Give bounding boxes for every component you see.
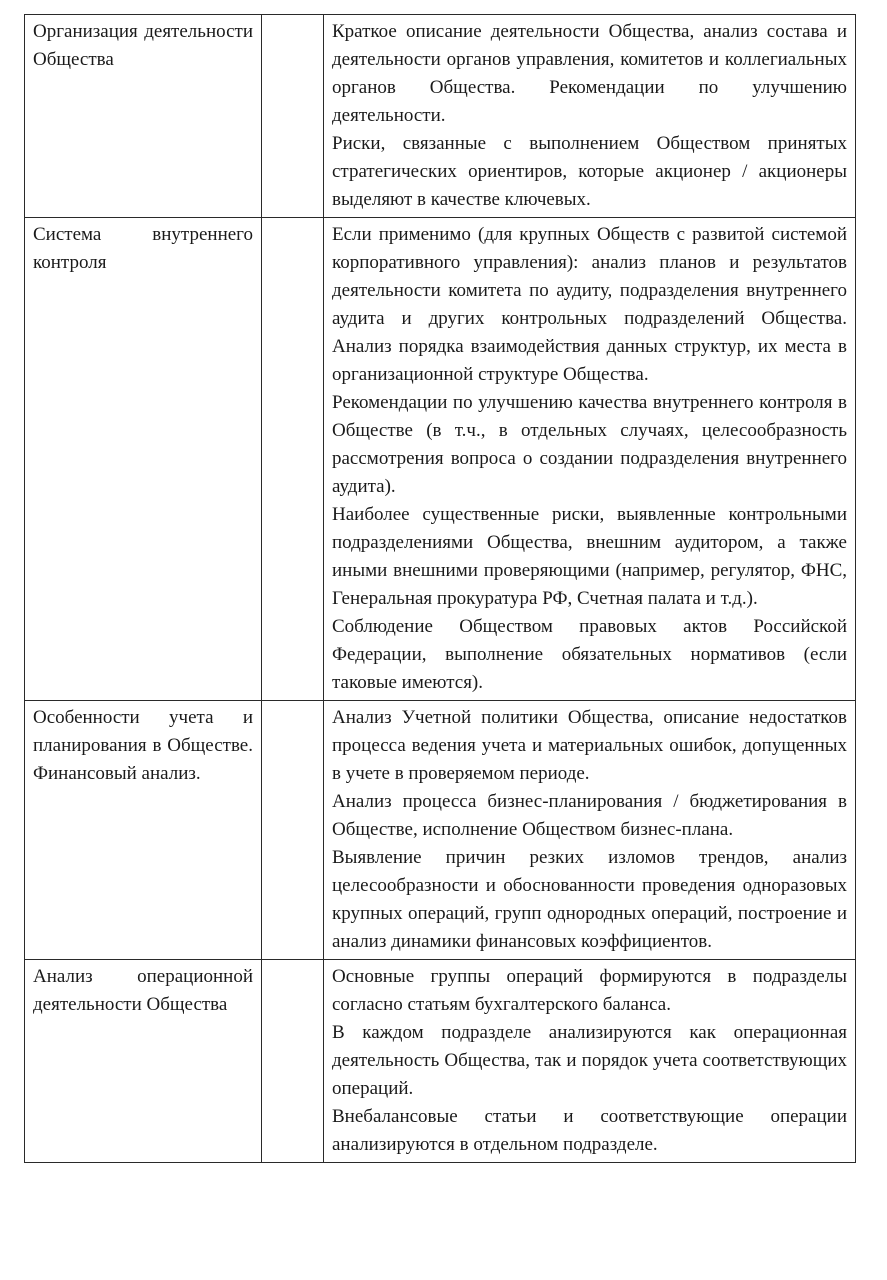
table-row (25, 15, 856, 218)
spacer-cell (262, 701, 324, 960)
description-paragraph: Анализ Учетной политики Общества, описание недостатков процесса ведения учета и материальных ошибок, допущенных в учете в проверяемом периоде. (332, 707, 847, 784)
description-cell (324, 15, 856, 218)
topic-cell: Организация деятельности Общества (25, 15, 262, 218)
description-paragraph: Внебалансовые статьи и соответствующие операции анализируются в отдельном подразделе. (332, 1106, 847, 1155)
description-paragraph: Основные группы операций формируются в подразделы согласно статьям бухгалтерского баланса. (332, 966, 847, 1015)
topic-cell: Анализ операционной деятельности Общества (25, 960, 262, 1163)
description-paragraph: Риски, связанные с выполнением Обществом принятых стратегических ориентиров, которые акционер / акционеры выделяют в качестве ключевых. (332, 133, 847, 210)
topic-cell: Система внутреннего контроля (25, 218, 262, 701)
description-cell (324, 960, 856, 1163)
description-paragraph: Анализ процесса бизнес-планирования / бюджетирования в Обществе, исполнение Обществом бизнес-плана. (332, 791, 847, 840)
description-paragraph: Выявление причин резких изломов трендов, анализ целесообразности и обоснованности проведения одноразовых крупных операций, групп однородных операций, построение и анализ динамики финансовых коэффициентов. (332, 847, 847, 952)
description-cell (324, 701, 856, 960)
table-row (25, 960, 856, 1163)
description-paragraph: Если применимо (для крупных Обществ с развитой системой корпоративного управления): анализ планов и результатов деятельности комитета по аудиту, подразделения внутреннего аудита и других контрольных подразделений Общества. Анализ порядка взаимодействия данных структур, их места в организационной структуре Общества. (332, 224, 847, 385)
spacer-cell (262, 960, 324, 1163)
table-row (25, 218, 856, 701)
analysis-table (24, 14, 856, 1163)
document-page (24, 14, 856, 1163)
description-paragraph: В каждом подразделе анализируются как операционная деятельность Общества, так и порядок учета соответствующих операций. (332, 1022, 847, 1099)
description-paragraph: Краткое описание деятельности Общества, анализ состава и деятельности органов управления, комитетов и коллегиальных органов Общества. Рекомендации по улучшению деятельности. (332, 21, 847, 126)
spacer-cell (262, 15, 324, 218)
description-paragraph: Соблюдение Обществом правовых актов Российской Федерации, выполнение обязательных нормативов (если таковые имеются). (332, 616, 847, 693)
spacer-cell (262, 218, 324, 701)
table-row (25, 701, 856, 960)
description-paragraph: Наиболее существенные риски, выявленные контрольными подразделениями Общества, внешним аудитором, а также иными внешними проверяющими (например, регулятор, ФНС, Генеральная прокуратура РФ, Счетная палата и т.д.). (332, 504, 847, 609)
description-paragraph: Рекомендации по улучшению качества внутреннего контроля в Обществе (в т.ч., в отдельных случаях, целесообразность рассмотрения вопроса о создании подразделения внутреннего аудита). (332, 392, 847, 497)
topic-cell: Особенности учета и планирования в Обществе. Финансовый анализ. (25, 701, 262, 960)
description-cell (324, 218, 856, 701)
